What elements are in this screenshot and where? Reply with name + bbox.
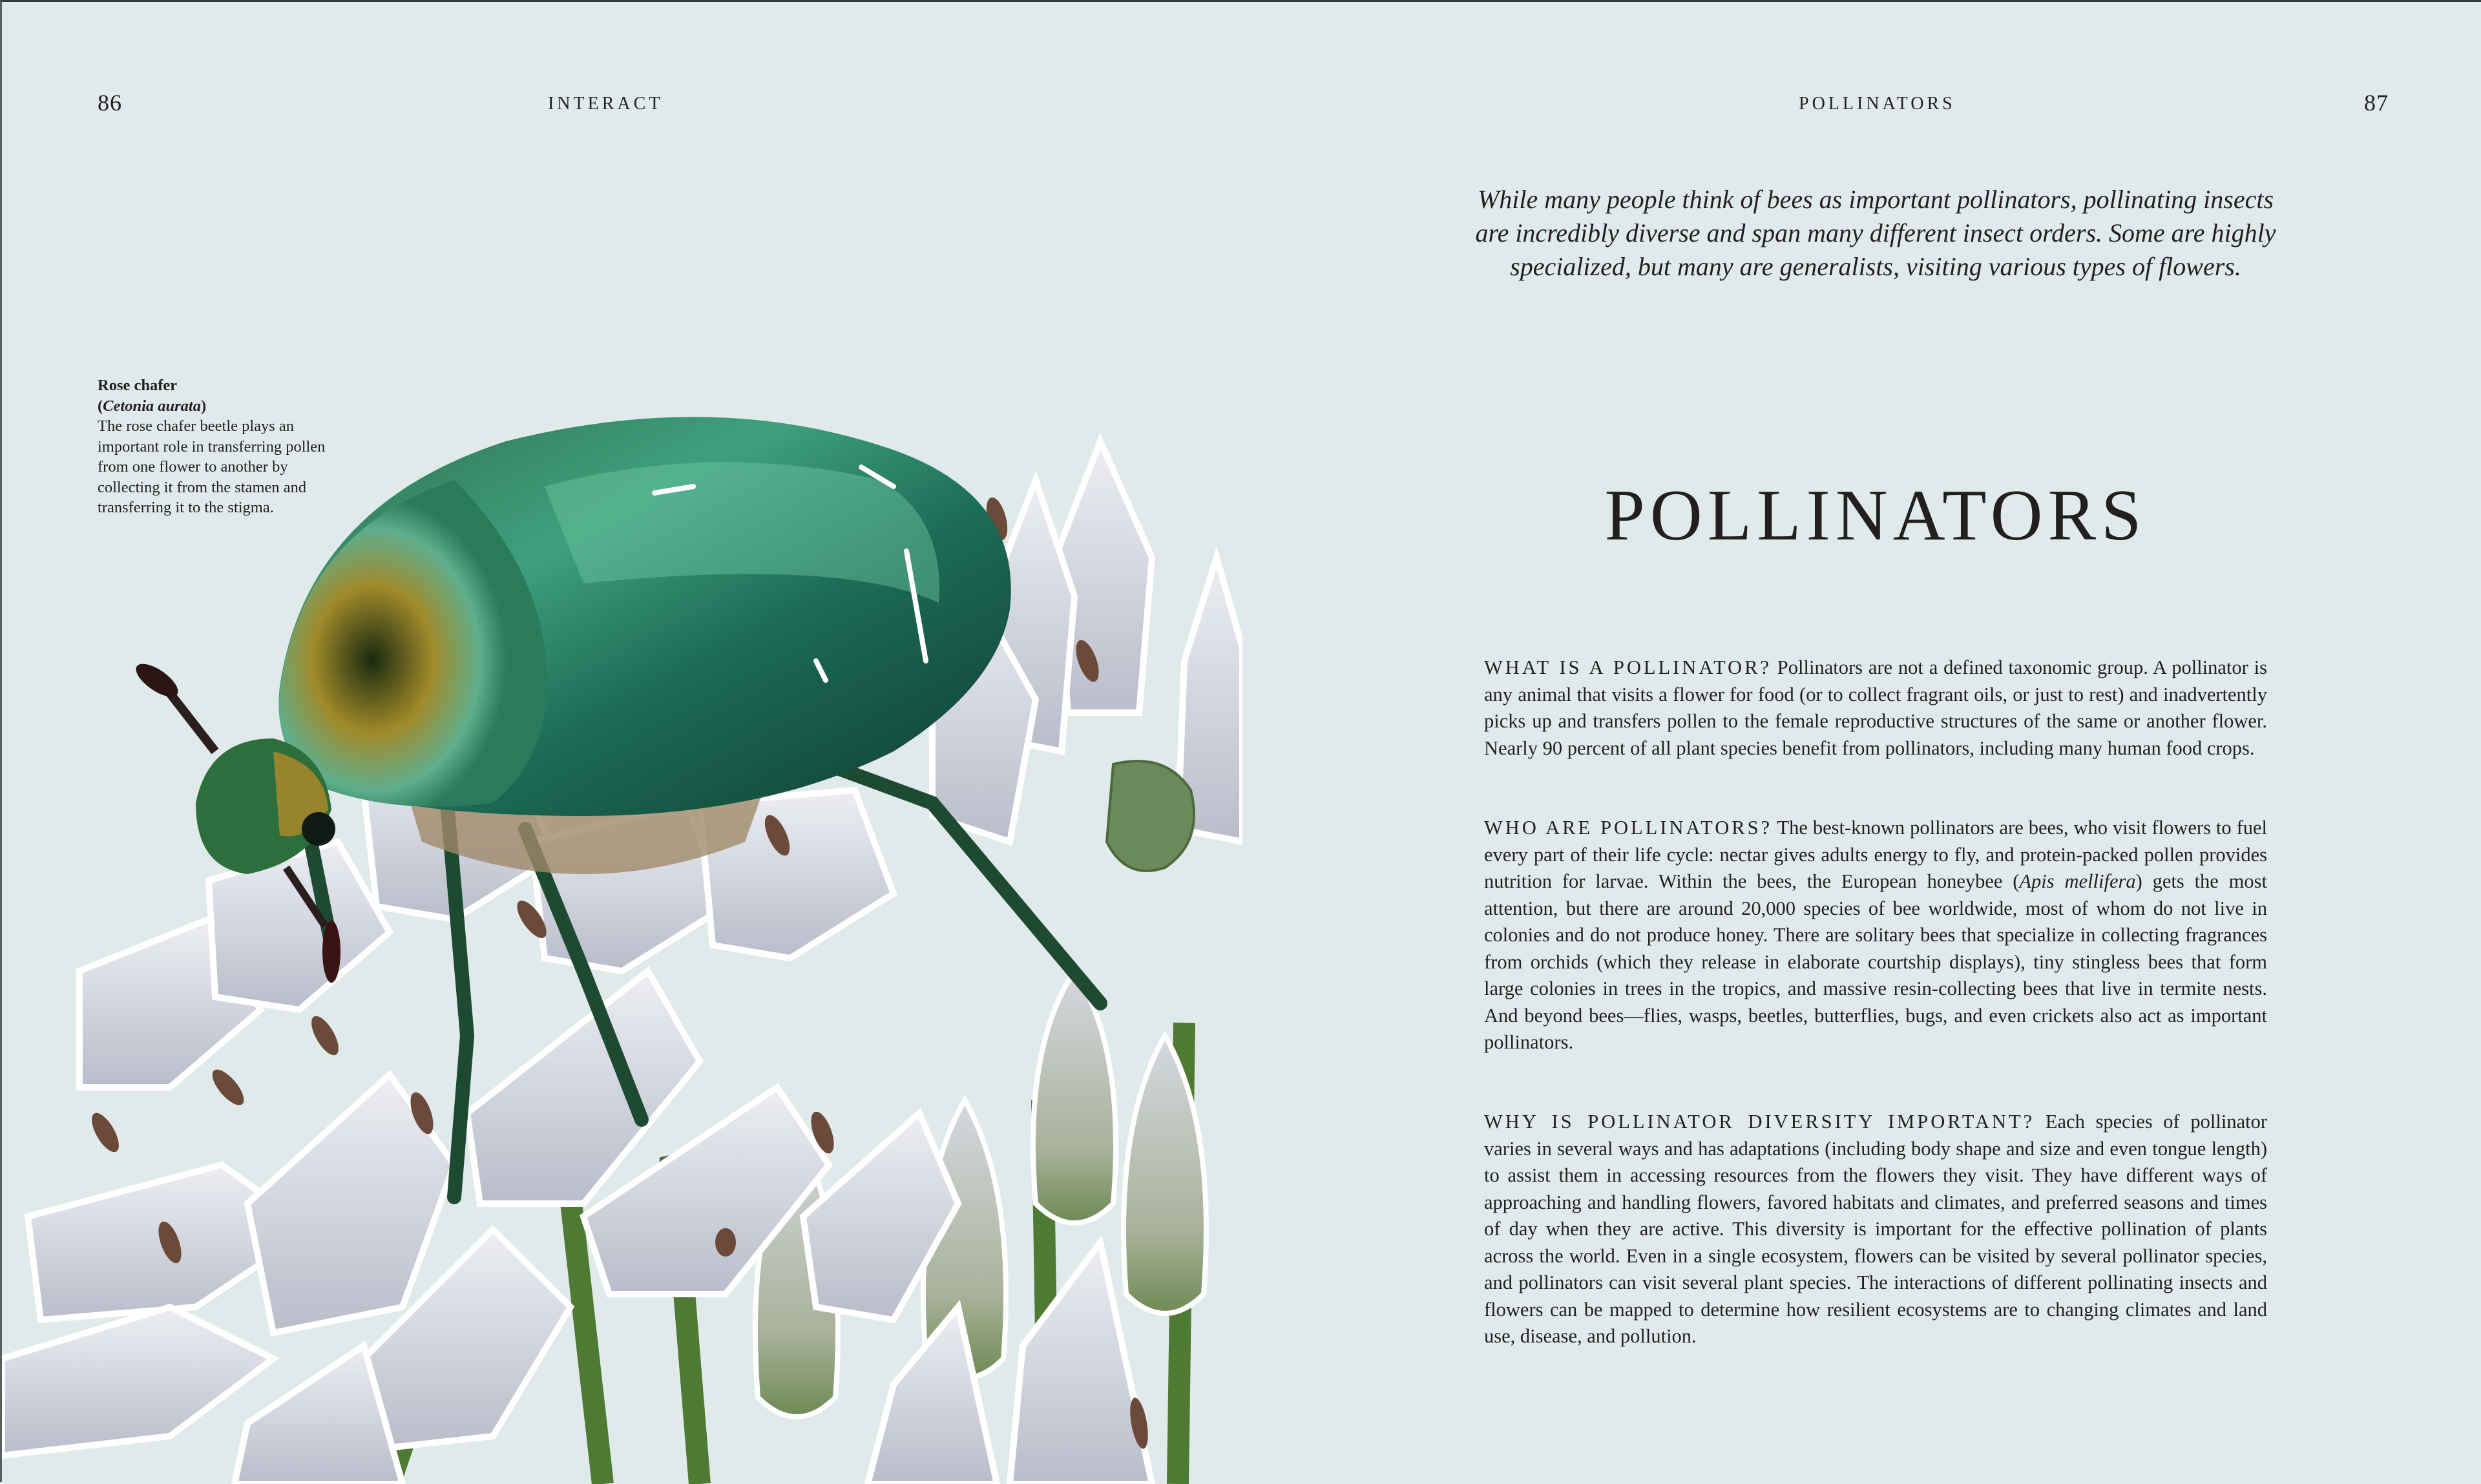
caption-latin-text: Cetonia aurata: [103, 397, 201, 415]
section-why-diversity-important: [1484, 1109, 2267, 1350]
section-heading: WHO ARE POLLINATORS?: [1484, 817, 1773, 839]
page-title: POLLINATORS: [1604, 476, 2147, 556]
beetle-on-flowers-image: [2, 390, 1242, 1484]
section-text: Pollinators are not a defined taxonomic group. A pollinator is any animal that visits a flower for food (or to collect fragrant oils, or just to rest) and inadvertently picks up and transfers pollen to the female reproductive structures of the same or another flower. Nearly 90 percent of all plant species benefit from pollinators, including many human food crops.: [1484, 656, 2267, 759]
caption-body: The rose chafer beetle plays an important role in transferring pollen from one flower to another by collecting it from the stamen and transferring it to the stigma.: [98, 417, 326, 516]
intro-dek: While many people think of bees as important pollinators, pollinating insects are incredibly diverse and span many different insect orders. Some are highly specialized, but many are generalists, visiting various types of flowers.: [1475, 185, 2276, 281]
section-heading: WHAT IS A POLLINATOR?: [1484, 656, 1772, 678]
page-number-left: 86: [98, 90, 122, 116]
section-text-continued: ) gets the most attention, but there are around 20,000 species of bee worldwide, most of whom do not live in colonies and do not produce honey. There are solitary bees that specialize in collecting fragrances from orchids (which they release in elaborate courtship displays), tiny stingless bees that form large colonies in trees in the tropics, and massive resin-collecting bees that live in termite nests. And beyond bees—flies, wasps, beetles, butterflies, bugs, and even crickets also act as important pollinators.: [1484, 870, 2267, 1053]
section-what-is-a-pollinator: [1484, 654, 2267, 762]
caption-title: Rose chafer: [98, 377, 178, 394]
section-heading: WHY IS POLLINATOR DIVERSITY IMPORTANT?: [1484, 1111, 2035, 1133]
section-who-are-pollinators: [1484, 815, 2267, 1056]
running-head-right: POLLINATORS: [1799, 94, 1956, 114]
caption-paren-close: ): [200, 397, 207, 415]
running-head-left: INTERACT: [548, 94, 664, 114]
rose-chafer-illustration: [2, 390, 1242, 1484]
page-number-right: 87: [2364, 90, 2389, 116]
figure-caption: [98, 375, 330, 518]
caption-paren-open: (: [98, 397, 103, 415]
caption-latin-name: [98, 396, 330, 417]
section-text: Each species of pollinator varies in several ways and has adaptations (including body shape and size and even tongue length) to assist them in accessing resources from the flowers they visit. They have different ways of approaching and handling flowers, favored habitats and climates, and preferred seasons and times of day when they are active. This diversity is important for the effective pollination of plants across the world. Even in a single ecosystem, flowers can be visited by several pollinator species, and pollinators can visit several plant species. The interactions of different pollinating insects and flowers can be mapped to determine how resilient ecosystems are to changing climates and land use, disease, and pollution.: [1484, 1111, 2267, 1347]
section-text: The best-known pollinators are bees, who visit flowers to fuel every part of their life cycle: nectar gives adults energy to fly, and protein-packed pollen provides nutrition for larvae. Within the bees, the European honeybee (: [1484, 817, 2267, 892]
species-name-italic: Apis mellifera: [2019, 870, 2136, 892]
